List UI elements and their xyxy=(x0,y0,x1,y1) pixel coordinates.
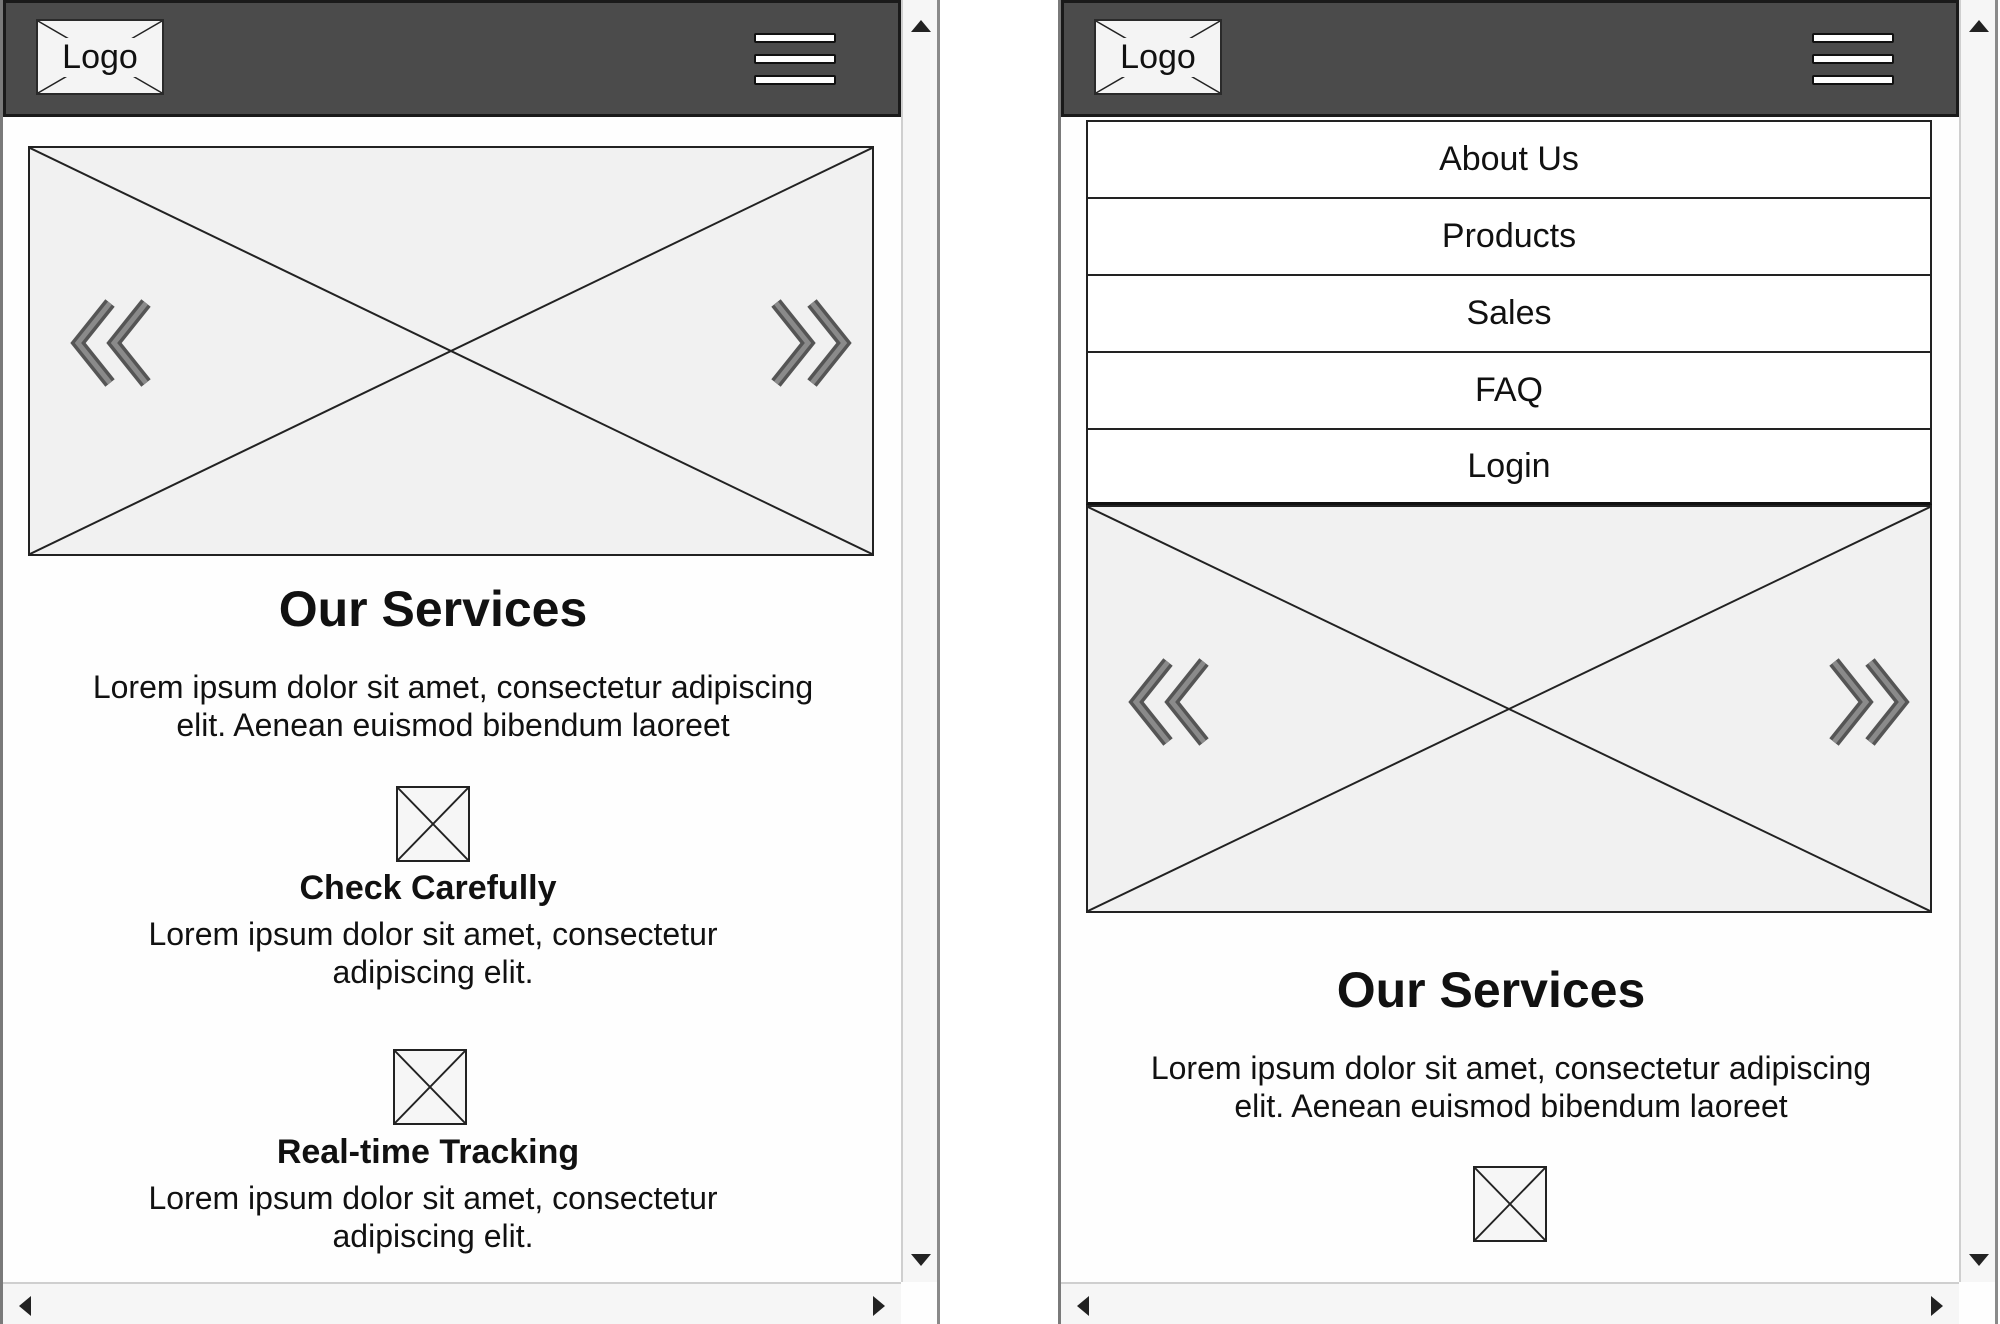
vertical-scrollbar[interactable] xyxy=(901,0,937,1282)
header-bar xyxy=(3,0,901,117)
menu-item-sales[interactable]: Sales xyxy=(1086,274,1932,351)
hamburger-icon[interactable] xyxy=(1812,33,1894,85)
double-chevron-right-icon[interactable] xyxy=(1826,657,1910,747)
double-chevron-left-icon[interactable] xyxy=(70,298,154,388)
double-chevron-right-icon[interactable] xyxy=(768,298,852,388)
horizontal-scrollbar[interactable] xyxy=(1061,1282,1959,1324)
logo-text: Logo xyxy=(1120,37,1196,76)
section-title: Our Services xyxy=(278,581,588,637)
dropdown-menu xyxy=(1086,120,1932,505)
section-intro: Lorem ipsum dolor sit amet, consectetur adipiscing elit. Aenean euismod bibendum laoreet xyxy=(92,669,814,743)
horizontal-scrollbar[interactable] xyxy=(3,1282,901,1324)
scroll-down-icon[interactable] xyxy=(1969,1254,1989,1266)
left-screen xyxy=(0,0,940,1324)
service-image-placeholder-icon xyxy=(396,786,470,862)
service-title: Check Carefully xyxy=(299,869,557,907)
scroll-left-icon[interactable] xyxy=(1077,1296,1089,1316)
vertical-scrollbar[interactable] xyxy=(1959,0,1995,1282)
section-intro: Lorem ipsum dolor sit amet, consectetur adipiscing elit. Aenean euismod bibendum laoreet xyxy=(1150,1050,1872,1124)
menu-item-faq[interactable]: FAQ xyxy=(1086,351,1932,428)
scroll-left-icon[interactable] xyxy=(19,1296,31,1316)
logo-text: Logo xyxy=(62,37,138,76)
hamburger-icon[interactable] xyxy=(754,33,836,85)
menu-item-products[interactable]: Products xyxy=(1086,197,1932,274)
scroll-up-icon[interactable] xyxy=(911,20,931,32)
logo[interactable] xyxy=(36,19,164,95)
scroll-up-icon[interactable] xyxy=(1969,20,1989,32)
service-text: Lorem ipsum dolor sit amet, consectetur adipiscing elit. xyxy=(148,916,718,990)
scroll-right-icon[interactable] xyxy=(1931,1296,1943,1316)
image-slider xyxy=(1086,505,1932,913)
service-text: Lorem ipsum dolor sit amet, consectetur adipiscing elit. xyxy=(148,1180,718,1254)
image-placeholder-icon xyxy=(30,148,872,554)
menu-item-login[interactable]: Login xyxy=(1086,428,1932,505)
service-title: Real-time Tracking xyxy=(276,1133,580,1171)
menu-item-about-us[interactable]: About Us xyxy=(1086,120,1932,197)
image-slider xyxy=(28,146,874,556)
scroll-down-icon[interactable] xyxy=(911,1254,931,1266)
right-screen xyxy=(1058,0,1998,1324)
header-bar xyxy=(1061,0,1959,117)
image-placeholder-icon xyxy=(1088,507,1930,911)
scroll-right-icon[interactable] xyxy=(873,1296,885,1316)
section-title: Our Services xyxy=(1336,962,1646,1018)
logo[interactable] xyxy=(1094,19,1222,95)
service-image-placeholder-icon xyxy=(393,1049,467,1125)
double-chevron-left-icon[interactable] xyxy=(1128,657,1212,747)
service-image-placeholder-icon xyxy=(1473,1166,1547,1242)
